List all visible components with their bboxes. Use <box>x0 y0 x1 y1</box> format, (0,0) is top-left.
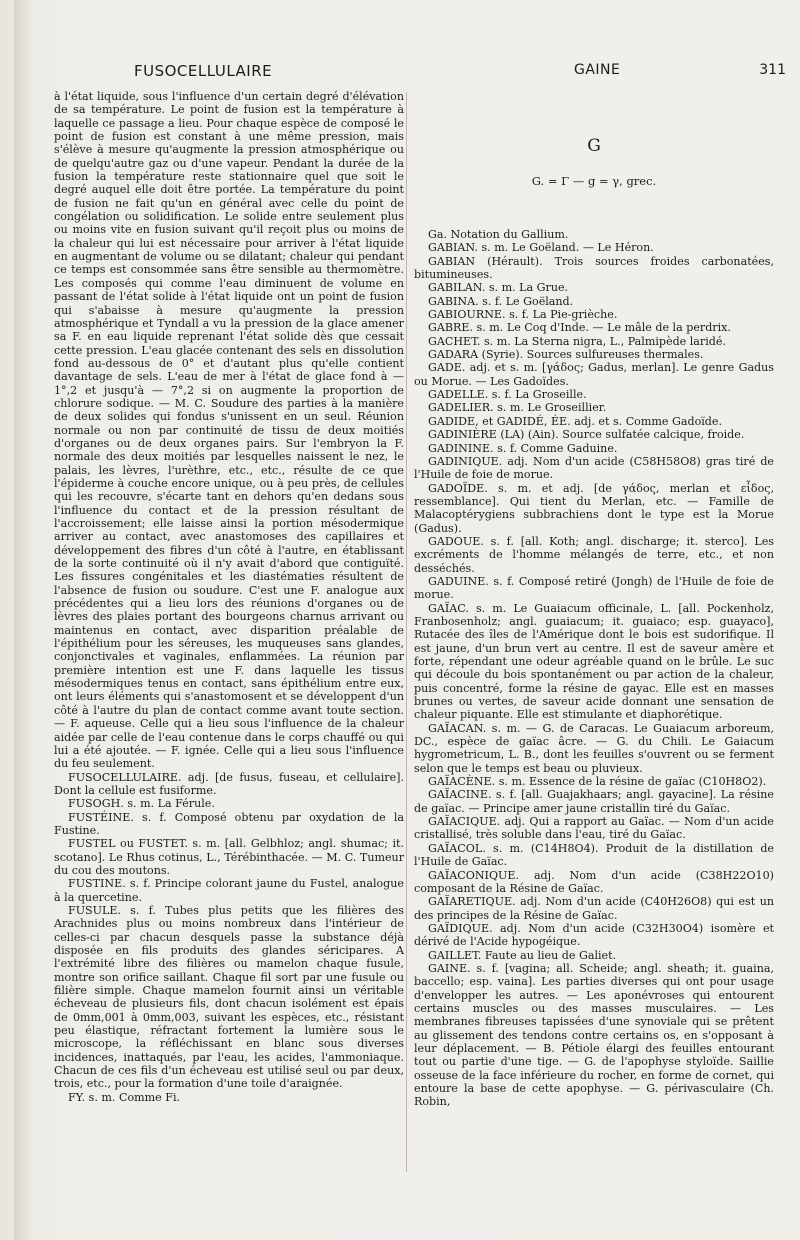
dictionary-entry: GADININE. s. f. Comme Gaduine. <box>428 441 618 455</box>
dictionary-entry: GADARA (Syrie). Sources sulfureuses thermales. <box>428 348 704 362</box>
dictionary-entry: GAILLET. Faute au lieu de Galiet. <box>428 948 617 962</box>
left-paragraph: FUSOCELLULAIRE. adj. [de fusus, fuseau, et cellulaire]. Dont la cellule est fusiforme. <box>54 770 404 797</box>
dictionary-entry: GADINIÈRE (LA) (Ain). Source sulfatée calcique, froide. <box>428 428 745 442</box>
left-paragraph: à l'état liquide, sous l'influence d'un certain degré d'élévation de sa température. Le point de fusion est la température à laquelle ce passage a lieu. Pour chaque espèce de composé le point de fusion est constant à une même pression, mais s'élève à mesure qu'augmente la pression atmosphérique ou de quelqu'autre gaz ou d'une vapeur. Pendant la durée de la fusion la température reste stationnaire quel que soit le degré auquel elle doit être portée. La température du point de fusion ne fait qu'un en général avec celle du point de congélation ou solidification. Le solide entre seulement plus ou moins vite en fusion suivant qu'il reçoit plus ou moins de la chaleur qui lui est nécessaire pour arriver à l'état liquide en augmentant de volume ou se dilatant; chaleur qui pendant ce temps est consommée sans être sensible au thermomètre. Les composés qui comme l'eau diminuent de volume en passant de l'état solide à l'état liquide ont un point de fusion qui s'abaisse à mesure qu'augmente la pression atmosphérique et Tyndall a vu la pression de la glace amener sa F. en eau liquide reprenant l'état solide dès que cessait cette pression. L'eau glacée contenant des sels en dissolution fond au-dessous de 0° et d'autant plus qu'elle contient davantage de sels. L'eau de mer à l'état de glace fond à — 1°,2 et jusqu'à — 7°,2 si on augmente la proportion de chlorure sodique. — M. C. Soudure des parties à la manière de deux solides qui fondus s'unissent en un seul. Réunion normale ou non par continuité de tissu de deux moitiés d'organes ou de deux organes pairs. Sur l'embryon la F. normale des deux moitiés par lesquelles naissent le nez, le palais, les lèvres, l'urèthre, etc., etc., résulte de ce que l'épiderme à couche encore unique, ou à peu près, de cellules qui les recouvre, s'écarte tant en dehors qu'en dedans sous l'influence du contact et de la pression résultant de l'accroissement; elle laisse ainsi la portion mésodermique arriver au contact, avec anastomoses des capillaires et développement des fibres d'un côté à l'autre, en établissant de la sorte continuité où il n'y avait d'abord que contiguïté. Les fissures congénitales et les diastématies résultent de l'absence de fusion ou soudure. C'est une F. analogue aux précédentes qui a lieu lors des réunions d'organes ou de lèvres des plaies portant des bourgeons charnus arrivant ou maintenus en contact, avec disparition préalable de l'épithélium pour les séreuses, les muqueuses sans glandes, conjonctivales et vaginales, enflammées. La réunion par première intention est une F. dans laquelle les tissus mésodermiques tenus en contact, sans épithélium entre eux, ont leurs éléments qui s'anastomosent et se développent d'un côté à l'autre du plan de contact comme avant toute section. — F. aqueuse. Celle qui a lieu sous l'influence de la chaleur aidée par celle de l'eau contenue dans le corps chauffé ou qui lui a été ajoutée. — F. ignée. Celle qui a lieu sous l'influence du feu seulement. <box>54 90 404 771</box>
dictionary-entry: GADIDE, et GADIDÉ, ÉE. adj. et s. Comme Gadoïde. <box>428 414 722 428</box>
left-paragraph: FUSOGH. s. m. La Férule. <box>68 797 215 811</box>
dictionary-entry: GAÏDIQUE. adj. Nom d'un acide (C32H30O4) isomère et dérivé de l'Acide hypogéique. <box>414 921 774 949</box>
dictionary-entry: Ga. Notation du Gallium. <box>428 228 569 241</box>
dictionary-entry: GADUINE. s. f. Composé retiré (Jongh) de l'Huile de foie de morue. <box>414 574 774 602</box>
left-column <box>54 90 404 1104</box>
dictionary-entry: GACHET. s. m. La Sterna nigra, L., Palmipède laridé. <box>428 334 726 348</box>
dictionary-entry: GADE. adj. et s. m. [γάδος; Gadus, merlan]. Le genre Gadus ou Morue. — Les Gadoïdes. <box>414 361 774 388</box>
left-paragraph: FUSTINE. s. f. Principe colorant jaune du Fustel, analogue à la quercetine. <box>54 877 404 904</box>
dictionary-entry: GADOUE. s. f. [all. Koth; angl. discharge; it. sterco]. Les excréments de l'homme mélangés de terre, etc., et non desséchés. <box>414 534 774 575</box>
dictionary-entry: GABILAN. s. m. La Grue. <box>428 281 569 295</box>
dictionary-entry: GAÏACOL. s. m. (C14H8O4). Produit de la distillation de l'Huile de Gaïac. <box>414 841 774 869</box>
left-paragraph: FUSTÉINE. s. f. Composé obtenu par oxydation de la Fustine. <box>54 810 404 837</box>
dictionary-entry: GADELIER. s. m. Le Groseillier. <box>428 401 607 415</box>
letter-formula: G. = Γ — g = γ, grec. <box>531 174 657 189</box>
running-head-center: GAINE <box>574 62 621 78</box>
dictionary-entry: GAÏACONIQUE. adj. Nom d'un acide (C38H22O10) composant de la Résine de Gaïac. <box>414 868 774 895</box>
left-paragraph: FUSULE. s. f. Tubes plus petits que les filières des Arachnides plus ou moins nombreux dans l'intérieur de celles-ci par chacun desquels passe la substance déjà disposée en fils produits des glandes séricipares. A l'extrémité libre des filières ou mamelon chaque fusule, montre son orifice saillant. Chaque fil sort par une fusule ou filière simple. Chaque mamelon fournit ainsi un véritable écheveau de plusieurs fils, dont chacun isolément est épais de 0mm,001 à 0mm,003, suivant les espèces, etc., résistant peu élastique, réfractant fortement la lumière sous le microscope, la réfléchissant en blanc sous diverses incidences, inattaqués, par l'eau, les acides, l'ammoniaque. Chacun de ces fils d'un écheveau est utilisé seul ou par deux, trois, etc., pour la formation d'une toile d'araignée. <box>54 903 404 1091</box>
left-paragraph: FY. s. m. Comme Fi. <box>68 1090 181 1104</box>
dictionary-entry: GAÏACAN. s. m. — G. de Caracas. Le Guaiacum arboreum, DC., espèce de gaïac âcre. — G. du Chili. Le Gaiacum hygrometricum, L. B., dont les feuilles s'ouvrent ou se ferment selon que le temps est beau ou pluvieux. <box>414 721 774 775</box>
dictionary-entry: GAÏACÈNE. s. m. Essence de la résine de gaïac (C10H8O2). <box>428 775 767 789</box>
dictionary-entry: GABIAN (Hérault). Trois sources froides carbonatées, bitumineuses. <box>414 254 774 282</box>
dictionary-entry: GADINIQUE. adj. Nom d'un acide (C58H58O8) gras tiré de l'Huile de foie de morue. <box>414 454 774 482</box>
dictionary-entry: GABINA. s. f. Le Goëland. <box>428 294 574 308</box>
dictionary-entry: GABIOURNE. s. f. La Pie-grièche. <box>428 308 618 322</box>
section-letter: G <box>587 136 601 156</box>
dictionary-entry: GADELLE. s. f. La Groseille. <box>428 388 587 402</box>
dictionary-entry: GAÏARETIQUE. adj. Nom d'un acide (C40H26O8) qui est un des principes de la Résine de Gaïac. <box>414 895 774 922</box>
page-number: 311 <box>759 62 786 78</box>
dictionary-page <box>14 0 800 1240</box>
dictionary-entry: GAÏAC. s. m. Le Guaiacum officinale, L. [all. Pockenholz, Franbosenholz; angl. guaiacum; it. guaiaco; esp. guayaco], Rutacée des îles de l'Amérique dont le bois est sudorifique. Il est jaune, d'un brun vert au centre. Il est de saveur amère et forte, répendant une odeur agréable quand on le brûle. Le suc qui découle du bois spontanément ou par action de la chaleur, puis concentré, forme la résine de gayac. Elle est en masses brunes ou vertes, de saveur acide donnant une sensation de chaleur piquante. Elle est stimulante et diaphorétique. <box>414 601 774 722</box>
dictionary-entry: GABIAN. s. m. Le Goëland. — Le Héron. <box>428 241 654 255</box>
dictionary-entry: GAÏACIQUE. adj. Qui a rapport au Gaïac. — Nom d'un acide cristallisé, très soluble dans l'eau, tiré du Gaïac. <box>414 815 774 842</box>
column-divider <box>406 92 407 1172</box>
dictionary-entry: GADOÏDE. s. m. et adj. [de γάδος, merlan et εἶδος, ressemblance]. Qui tient du Merlan, etc. — Famille de Malacoptérygiens subbrachiens dont le type est la Morue (Gadus). <box>414 481 774 535</box>
dictionary-entry: GAÏACINE. s. f. [all. Guajakhaars; angl. gayacine]. La résine de gaïac. — Principe amer jaune cristallin tiré du Gaïac. <box>414 788 774 815</box>
right-column-heading <box>414 136 774 211</box>
running-head-left: FUSOCELLULAIRE <box>134 62 273 80</box>
left-paragraph: FUSTEL ou FUSTET. s. m. [all. Gelbhloz; angl. shumac; it. scotano]. Le Rhus cotinus, L., Térébinthacée. — M. C. Tumeur du cou des moutons. <box>54 837 404 877</box>
page-header <box>14 62 800 86</box>
dictionary-entry: GABRE. s. m. Le Coq d'Inde. — Le mâle de la perdrix. <box>428 321 731 335</box>
dictionary-entry: GAINE. s. f. [vagina; all. Scheide; angl. sheath; it. guaina, baccello; esp. vaina]. Les parties diverses qui ont pour usage d'envelopper les autres. — Les aponévroses qui entourent certains muscles ou des masses musculaires. — Les membranes fibreuses tapissées d'une synoviale qui se prêtent au glissement des tendons contre certains os, en s'opposant à leur déplacement. — B. Pétiole élargi des feuilles entourant tout ou partie d'une tige. — G. de l'apophyse styloïde. Saillie osseuse de la face inférieure du rocher, en forme de cornet, qui entoure la base de cette apophyse. — G. périvasculaire (Ch. Robin, <box>414 961 774 1109</box>
right-column <box>414 228 774 1109</box>
